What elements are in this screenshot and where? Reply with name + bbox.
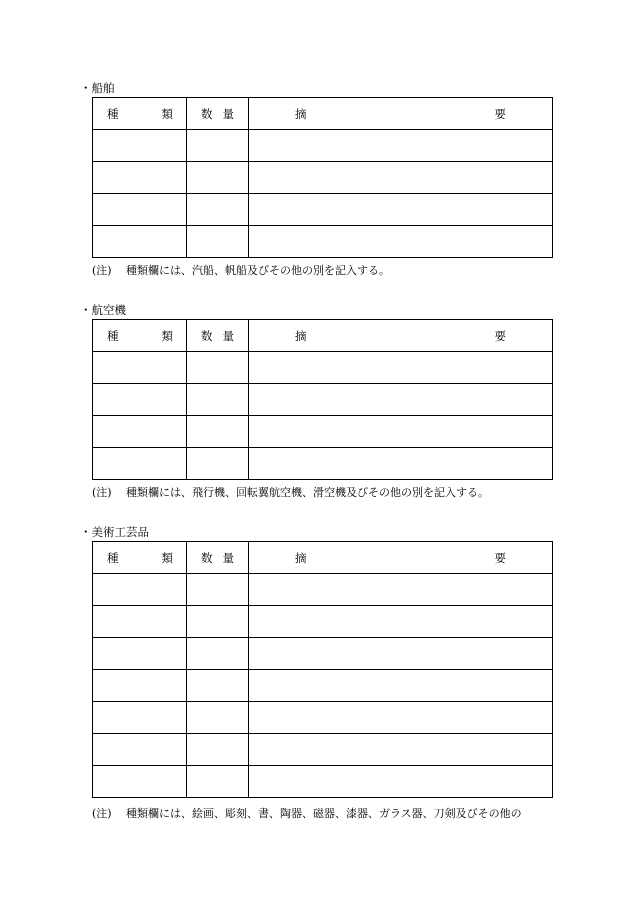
quantity-cell[interactable] <box>187 670 249 702</box>
table-header-row <box>93 98 553 130</box>
quantity-cell[interactable] <box>187 384 249 416</box>
quantity-cell[interactable] <box>187 130 249 162</box>
kind-cell[interactable] <box>93 766 187 798</box>
header-qty-char2: 量 <box>222 550 234 565</box>
kind-cell[interactable] <box>93 162 187 194</box>
header-qty-char1: 数 <box>201 550 213 565</box>
summary-cell[interactable] <box>249 606 553 638</box>
header-summary-char2: 要 <box>494 328 506 343</box>
summary-cell[interactable] <box>249 162 553 194</box>
kind-cell[interactable] <box>93 384 187 416</box>
header-quantity <box>187 542 249 574</box>
art-crafts-table <box>92 541 553 798</box>
quantity-cell[interactable] <box>187 734 249 766</box>
section-title-ship: ・船舶 <box>80 81 115 95</box>
art-crafts-note <box>92 806 522 822</box>
summary-cell[interactable] <box>249 352 553 384</box>
table-row <box>93 384 553 416</box>
kind-cell[interactable] <box>93 670 187 702</box>
quantity-cell[interactable] <box>187 416 249 448</box>
kind-cell[interactable] <box>93 638 187 670</box>
header-quantity <box>187 98 249 130</box>
header-summary-char2: 要 <box>494 106 506 121</box>
ship-table <box>92 97 553 258</box>
kind-cell[interactable] <box>93 416 187 448</box>
kind-cell[interactable] <box>93 574 187 606</box>
kind-cell[interactable] <box>93 606 187 638</box>
table-row <box>93 448 553 480</box>
header-kind-char1: 種 <box>107 106 119 121</box>
header-kind <box>93 542 187 574</box>
aircraft-note <box>92 485 489 501</box>
summary-cell[interactable] <box>249 670 553 702</box>
summary-cell[interactable] <box>249 384 553 416</box>
header-summary <box>249 98 553 130</box>
kind-cell[interactable] <box>93 734 187 766</box>
summary-cell[interactable] <box>249 416 553 448</box>
aircraft-table <box>92 319 553 480</box>
summary-cell[interactable] <box>249 130 553 162</box>
header-kind-char1: 種 <box>107 550 119 565</box>
header-kind-char2: 類 <box>161 106 173 121</box>
quantity-cell[interactable] <box>187 638 249 670</box>
header-summary <box>249 320 553 352</box>
summary-cell[interactable] <box>249 574 553 606</box>
header-summary-char1: 摘 <box>295 550 307 565</box>
note-label: (注) <box>92 807 112 820</box>
table-row <box>93 766 553 798</box>
quantity-cell[interactable] <box>187 606 249 638</box>
table-row <box>93 194 553 226</box>
table-row <box>93 606 553 638</box>
header-summary-char1: 摘 <box>295 106 307 121</box>
kind-cell[interactable] <box>93 130 187 162</box>
quantity-cell[interactable] <box>187 702 249 734</box>
header-qty-char2: 量 <box>222 106 234 121</box>
summary-cell[interactable] <box>249 226 553 258</box>
quantity-cell[interactable] <box>187 574 249 606</box>
header-qty-char1: 数 <box>201 106 213 121</box>
header-kind-char2: 類 <box>161 328 173 343</box>
summary-cell[interactable] <box>249 734 553 766</box>
summary-cell[interactable] <box>249 448 553 480</box>
ship-note <box>92 263 390 279</box>
header-kind-char1: 種 <box>107 328 119 343</box>
kind-cell[interactable] <box>93 194 187 226</box>
header-summary <box>249 542 553 574</box>
kind-cell[interactable] <box>93 226 187 258</box>
table-row <box>93 162 553 194</box>
quantity-cell[interactable] <box>187 448 249 480</box>
header-kind <box>93 98 187 130</box>
table-row <box>93 574 553 606</box>
note-text: 種類欄には、飛行機、回転翼航空機、滑空機及びその他の別を記入する。 <box>126 486 489 499</box>
summary-cell[interactable] <box>249 766 553 798</box>
header-kind <box>93 320 187 352</box>
header-quantity <box>187 320 249 352</box>
quantity-cell[interactable] <box>187 226 249 258</box>
table-row <box>93 702 553 734</box>
kind-cell[interactable] <box>93 352 187 384</box>
note-text: 種類欄には、汽船、帆船及びその他の別を記入する。 <box>126 264 390 277</box>
table-row <box>93 352 553 384</box>
header-summary-char2: 要 <box>494 550 506 565</box>
quantity-cell[interactable] <box>187 162 249 194</box>
table-row <box>93 226 553 258</box>
table-row <box>93 130 553 162</box>
kind-cell[interactable] <box>93 448 187 480</box>
table-row <box>93 638 553 670</box>
table-row <box>93 416 553 448</box>
kind-cell[interactable] <box>93 702 187 734</box>
header-qty-char1: 数 <box>201 328 213 343</box>
table-row <box>93 670 553 702</box>
quantity-cell[interactable] <box>187 194 249 226</box>
header-summary-char1: 摘 <box>295 328 307 343</box>
note-label: (注) <box>92 264 112 277</box>
header-kind-char2: 類 <box>161 550 173 565</box>
table-row <box>93 734 553 766</box>
section-title-aircraft: ・航空機 <box>80 303 126 317</box>
note-label: (注) <box>92 486 112 499</box>
summary-cell[interactable] <box>249 638 553 670</box>
summary-cell[interactable] <box>249 702 553 734</box>
header-qty-char2: 量 <box>222 328 234 343</box>
table-header-row <box>93 542 553 574</box>
table-header-row <box>93 320 553 352</box>
note-text: 種類欄には、絵画、彫刻、書、陶器、磁器、漆器、ガラス器、刀剣及びその他の <box>126 807 522 820</box>
section-title-art-crafts: ・美術工芸品 <box>80 525 149 539</box>
summary-cell[interactable] <box>249 194 553 226</box>
quantity-cell[interactable] <box>187 352 249 384</box>
quantity-cell[interactable] <box>187 766 249 798</box>
